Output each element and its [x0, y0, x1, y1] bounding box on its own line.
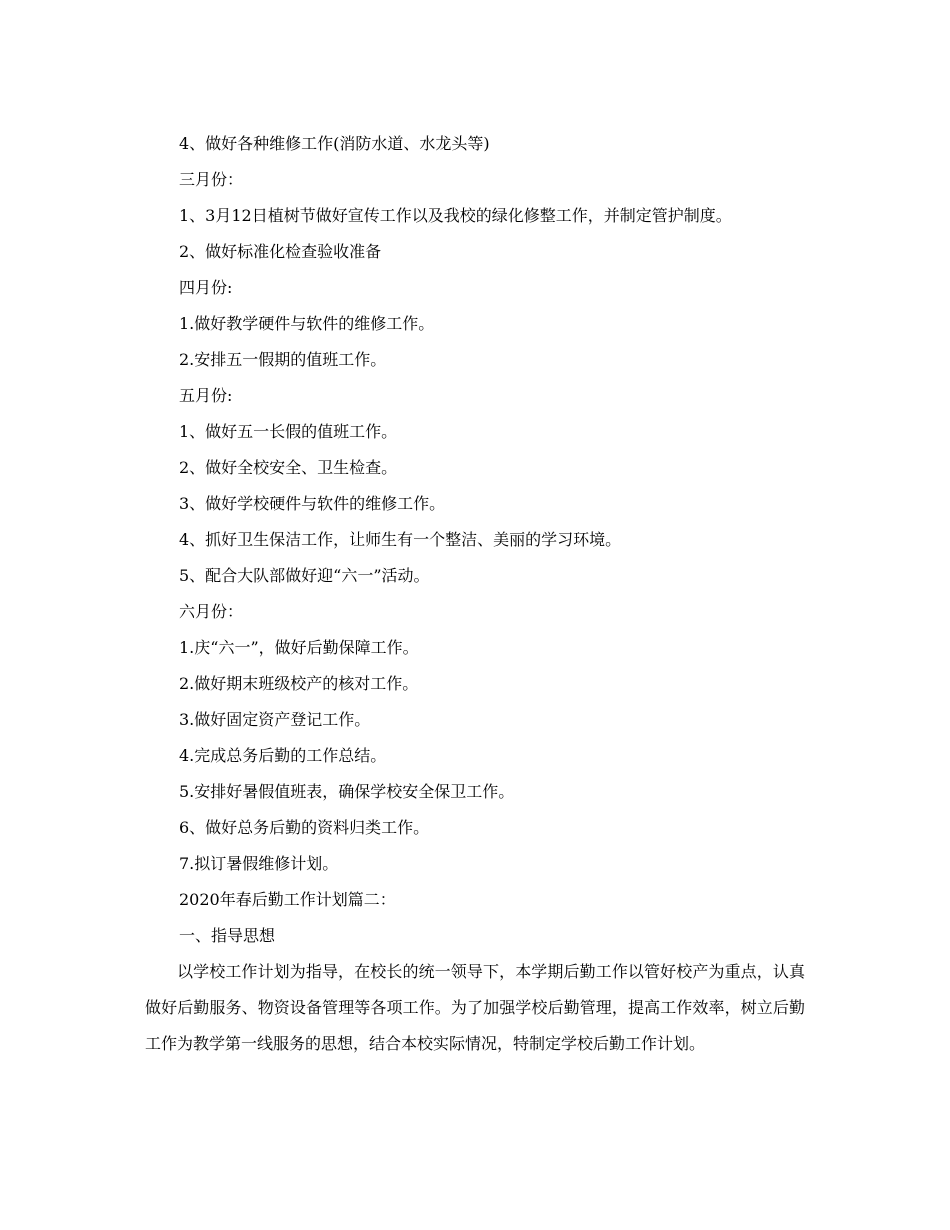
- text-line: 4、做好各种维修工作(消防水道、水龙头等): [179, 134, 490, 153]
- section-heading-april: 四月份:: [179, 278, 233, 297]
- text-line: 7.拟订暑假维修计划。: [179, 854, 339, 873]
- text-line: 2、做好标准化检查验收准备: [179, 242, 382, 261]
- text-line: 2、做好全校安全、卫生检查。: [179, 458, 398, 477]
- document-body: [145, 126, 835, 1062]
- plan-title: 2020年春后勤工作计划篇二：: [179, 890, 396, 909]
- text-line: 2.做好期末班级校产的核对工作。: [179, 674, 419, 693]
- section-heading-guiding-thought: 一、指导思想: [179, 926, 276, 945]
- body-paragraph: 以学校工作计划为指导，在校长的统一领导下，本学期后勤工作以管好校产为重点，认真做好后勤服务、物资设备管理等各项工作。为了加强学校后勤管理，提高工作效率，树立后勤工作为教学第一线服务的思想，结合本校实际情况，特制定学校后勤工作计划。: [145, 962, 805, 1053]
- section-heading-june: 六月份：: [179, 602, 244, 621]
- text-line: 4、抓好卫生保洁工作，让师生有一个整洁、美丽的学习环境。: [179, 530, 622, 549]
- text-line: 4.完成总务后勤的工作总结。: [179, 746, 387, 765]
- section-heading-march: 三月份：: [179, 170, 244, 189]
- text-line: 5、配合大队部做好迎“六一”活动。: [179, 566, 430, 585]
- section-heading-may: 五月份:: [179, 386, 233, 405]
- text-line: 1.庆“六一”，做好后勤保障工作。: [179, 638, 419, 657]
- text-line: 6、做好总务后勤的资料归类工作。: [179, 818, 430, 837]
- text-line: 3、做好学校硬件与软件的维修工作。: [179, 494, 446, 513]
- text-line: 5.安排好暑假值班表，确保学校安全保卫工作。: [179, 782, 515, 801]
- text-line: 2.安排五一假期的值班工作。: [179, 350, 387, 369]
- text-line: 1.做好教学硬件与软件的维修工作。: [179, 314, 435, 333]
- text-line: 1、做好五一长假的值班工作。: [179, 422, 398, 441]
- text-line: 1、3月12日植树节做好宣传工作以及我校的绿化修整工作，并制定管护制度。: [179, 206, 732, 225]
- text-line: 3.做好固定资产登记工作。: [179, 710, 371, 729]
